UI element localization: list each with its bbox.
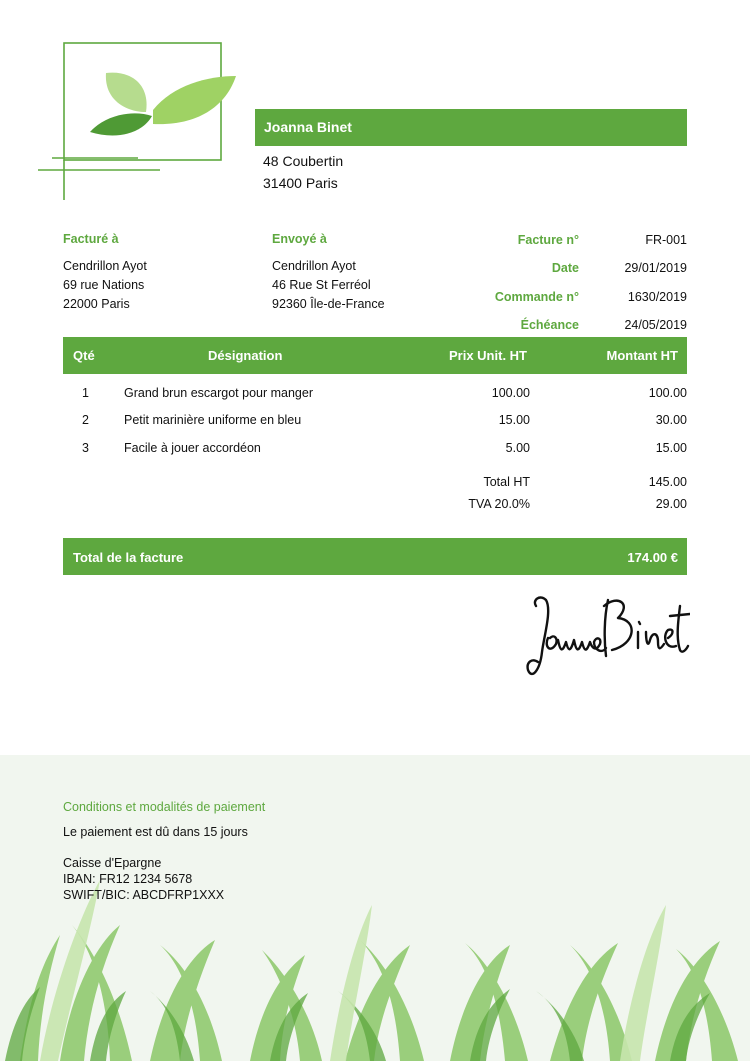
row-designation: Petit marinière uniforme en bleu [124, 413, 302, 427]
leaf-logo-icon [38, 40, 238, 205]
billed-to-line: 69 rue Nations [63, 278, 145, 292]
bank-name: Caisse d'Epargne [63, 856, 162, 870]
row-unit-price: 15.00 [498, 413, 530, 427]
shipped-to-line: Cendrillon Ayot [272, 259, 356, 273]
row-unit-price: 100.00 [491, 386, 530, 400]
row-qty: 2 [82, 413, 89, 427]
order-number-value: 1630/2019 [627, 290, 687, 304]
bank-swift: SWIFT/BIC: ABCDFRP1XXX [63, 888, 225, 902]
sender-address-line1: 48 Coubertin [263, 153, 344, 169]
invoice-total-bar [63, 538, 687, 575]
shipped-to-address [272, 257, 385, 314]
handwritten-signature [518, 588, 690, 686]
header-qty: Qté [73, 348, 95, 363]
total-value: 174.00 € [627, 550, 678, 565]
header-designation: Désignation [208, 348, 283, 363]
payment-terms: Le paiement est dû dans 15 jours [63, 825, 248, 839]
sender-name: Joanna Binet [264, 119, 352, 135]
row-amount: 30.00 [655, 413, 687, 427]
shipped-to-line: 46 Rue St Ferréol [272, 278, 371, 292]
invoice-date-value: 29/01/2019 [624, 261, 687, 275]
row-designation: Grand brun escargot pour manger [124, 386, 313, 400]
bank-iban: IBAN: FR12 1234 5678 [63, 872, 193, 886]
total-label: Total de la facture [73, 550, 184, 565]
conditions-title: Conditions et modalités de paiement [63, 800, 266, 814]
sender-name-bar [255, 109, 687, 146]
row-qty: 3 [82, 441, 89, 455]
shipped-to-label: Envoyé à [272, 232, 327, 246]
invoice-date-label: Date [551, 261, 579, 275]
invoice-number-value: FR-001 [645, 233, 687, 247]
billed-to-address [63, 257, 147, 314]
row-qty: 1 [82, 386, 89, 400]
vat-value: 29.00 [655, 497, 687, 511]
billed-to-line: 22000 Paris [63, 297, 130, 311]
billed-to-label: Facturé à [63, 232, 119, 246]
billed-to-line: Cendrillon Ayot [63, 259, 147, 273]
row-amount: 100.00 [648, 386, 687, 400]
row-designation: Facile à jouer accordéon [124, 441, 261, 455]
due-date-value: 24/05/2019 [624, 318, 687, 332]
order-number-label: Commande n° [494, 290, 579, 304]
shipped-to-line: 92360 Île-de-France [272, 297, 385, 311]
sender-address-line2: 31400 Paris [263, 175, 338, 191]
bank-details [63, 855, 224, 903]
due-date-label: Échéance [520, 318, 579, 332]
subtotal-label: Total HT [483, 475, 530, 489]
row-unit-price: 5.00 [505, 441, 530, 455]
items-table-header [63, 337, 687, 374]
row-amount: 15.00 [655, 441, 687, 455]
header-unit-price: Prix Unit. HT [448, 348, 527, 363]
vat-label: TVA 20.0% [468, 497, 530, 511]
invoice-number-label: Facture n° [517, 233, 579, 247]
subtotal-value: 145.00 [648, 475, 687, 489]
header-amount: Montant HT [606, 348, 678, 363]
